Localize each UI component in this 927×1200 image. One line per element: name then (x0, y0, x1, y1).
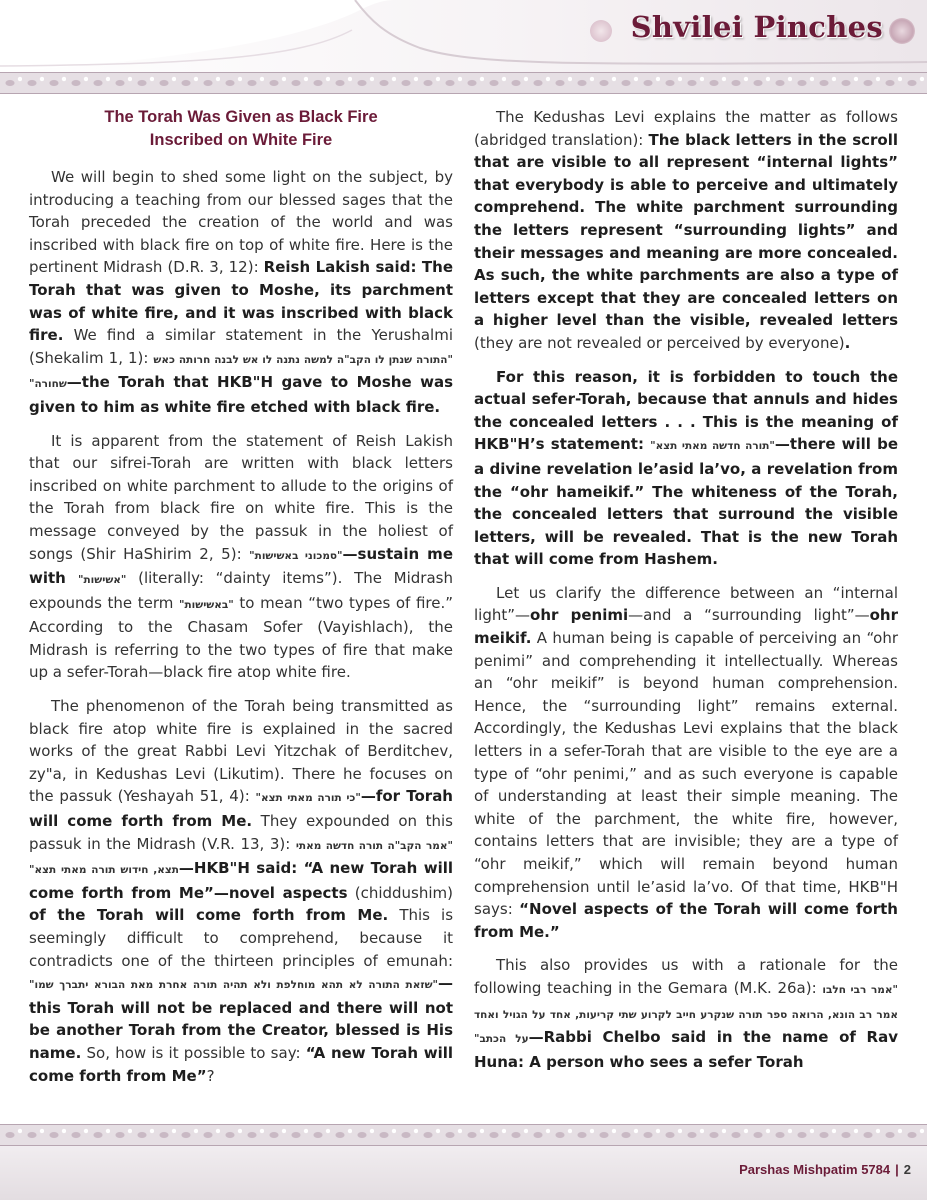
text-run: The Kedushas Levi explains the matter as follows (abridged translation): (474, 108, 898, 149)
paragraph (474, 582, 898, 944)
text-run: (literally: “dainty items”). The Midrash expounds the term (29, 569, 453, 612)
hebrew-quote: "תורה חדשה מאתי תצא" (650, 440, 775, 453)
paragraph (474, 954, 898, 1073)
paragraph (29, 166, 453, 419)
title-line-1: The Torah Was Given as Black Fire (104, 108, 378, 126)
bold-run: The black letters in the scroll that are visible to all represent “internal lights” that everybody is able to perceive and ultimately comprehend. The white parchment surrounding the letters represent “surrounding lights” and their messages and meaning are more concealed. As such, the white parchments are also a type of letters except that they are concealed letters on a higher level than the visible, revealed letters (474, 130, 898, 330)
hebrew-quote: "התורה שנתן לו הקב"ה למשה נתנה לו אש לבנה חרותה כאש שחורה" (29, 353, 453, 391)
footer-separator: | (895, 1162, 899, 1177)
bold-run: . (844, 333, 851, 352)
hebrew-quote: "שזאת התורה לא תהא מוחלפת ולא תהיה תורה אחרת מאת הבורא יתברך שמו" (29, 979, 438, 992)
text-run: We will begin to shed some light on the subject, by introducing a teaching from our blessed sages that the Torah preceded the creation of the world and was inscribed with black fire on top of white fire. Here is the pertinent Midrash (D.R. 3, 12): (29, 168, 453, 277)
bold-run: —the Torah that HKB"H gave to Moshe was given to him as white fire etched with black fire. (29, 373, 453, 416)
header-ornament-right (889, 18, 915, 44)
text-run: So, how is it possible to say: (81, 1043, 306, 1062)
bold-run: ohr penimi (530, 606, 629, 625)
left-column (29, 106, 453, 1098)
decorative-border-top (0, 72, 927, 94)
bold-run: —this Torah will not be replaced and there will not be another Torah from the Creator, blessed is His name. (29, 974, 453, 1062)
parsha-label: Parshas Mishpatim 5784 (739, 1162, 891, 1177)
header-ornament-left (590, 20, 612, 42)
paragraph (29, 695, 453, 1087)
hebrew-quote: "כי תורה מאתי תצא" (255, 792, 361, 805)
text-run: It is apparent from the statement of Reish Lakish that our sifrei-Torah are written with black letters inscribed on white parchment to allude to the origins of the Torah from black fire on white fire. This is the message conveyed by the passuk in the holiest of songs (Shir HaShirim 2, 5): (29, 431, 453, 563)
bold-run: —for Torah will come forth from Me. (29, 787, 453, 831)
brand-title: Shvilei Pinches (630, 10, 883, 44)
bold-run: —HKB"H said: “A new Torah will come forth from Me”—novel aspects (29, 859, 453, 902)
bold-run: —sustain me with (29, 544, 453, 588)
page-number: 2 (903, 1162, 911, 1177)
decorative-border-bottom (0, 1124, 927, 1146)
text-run: (they are not revealed or perceived by everyone) (474, 333, 845, 352)
text-run: We find a similar statement in the Yerushalmi (Shekalim 1, 1): (29, 326, 453, 367)
hebrew-quote: "באשישות" (178, 598, 234, 611)
bold-run: of the Torah will come forth from Me. (29, 906, 389, 925)
page-footer (739, 1162, 911, 1177)
text-run: The phenomenon of the Torah being transmitted as black fire atop white fire is explained in the sacred works of the great Rabbi Levi Yitzchak of Berditchev, zy"a, in Kedushas Levi (Likutim). There he focuses on the passuk (Yeshayah 51, 4): (29, 697, 453, 806)
text-run: Let us clarify the difference between an “internal light”— (474, 583, 898, 625)
right-column (474, 106, 898, 1084)
text-run: ? (206, 1066, 215, 1085)
hebrew-quote: "אמר רבי חלבו אמר רב הונא, הרואה ספר תורה שנקרע חייב לקרוע שתי קריעות, אחד על הגויל ואחד על הכתב" (474, 983, 898, 1046)
bold-run: ohr meikif. (474, 606, 898, 648)
bold-run: —Rabbi Chelbo said in the name of Rav Huna: A person who sees a sefer Torah (474, 1028, 899, 1071)
hebrew-quote: "אמר הקב"ה תורה חדשה מאתי תצא, חידוש תורה מאתי תצא" (29, 839, 453, 877)
bold-run: “A new Torah will come forth from Me” (29, 1043, 454, 1085)
paragraph (474, 366, 898, 571)
text-run: They expounded on this passuk in the Midrash (V.R. 13, 3): (29, 812, 454, 853)
title-line-2: Inscribed on White Fire (149, 131, 333, 149)
paragraph (474, 106, 898, 355)
text-run: A human being is capable of perceiving an “ohr penimi” and comprehending it intellectually. Whereas an “ohr meikif” is beyond human comprehension. Hence, the “surrounding light” remains external. Accordingly, the Kedushas Levi explains that the black letters in a sefer-Torah that are visible to the eye are a type of “ohr penimi,” and as such everyone is capable of understanding at least their simple meaning. The white of the parchment, the white fire, however, contains letters that are invisible; they are a type of “ohr meikif,” which will remain beyond human comprehension until le’asid la’vo. Of that time, HKB"H says: (474, 629, 898, 919)
bold-run: For this reason, it is forbidden to touch the actual sefer-Torah, because that annuls and hides the concealed letters . . . This is the meaning of HKB"H’s statement: (474, 367, 898, 454)
hebrew-quote: "אשישות" (78, 574, 127, 587)
section-title (29, 106, 453, 152)
text-run: to mean “two types of fire.” According to the Chasam Sofer (Vayishlach), the Midrash is referring to the two types of fire that make up a sefer-Torah—black fire atop white fire. (29, 593, 454, 682)
paragraph (29, 430, 453, 685)
text-run: This also provides us with a rationale for the following teaching in the Gemara (M.K. 26a): (474, 956, 898, 997)
text-run: This is seemingly difficult to comprehend, because it contradicts one of the thirteen principles of emunah: (29, 906, 454, 970)
bold-run: Reish Lakish said: The Torah that was given to Moshe, its parchment was of white fire, and it was inscribed with black fire. (29, 258, 453, 345)
hebrew-quote: "סמכוני באשישות" (249, 549, 343, 562)
bold-run: —there will be a divine revelation le’asid la’vo, a revelation from the “ohr hameikif.” The whiteness of the Torah, the concealed letters that surround the visible letters, will be revealed. That is the new Torah that will come from Hashem. (474, 435, 899, 569)
bold-run: “Novel aspects of the Torah will come forth from Me.” (474, 900, 898, 941)
text-run: (chiddushim) (347, 883, 454, 902)
text-run: —and a “surrounding light”— (628, 606, 870, 625)
